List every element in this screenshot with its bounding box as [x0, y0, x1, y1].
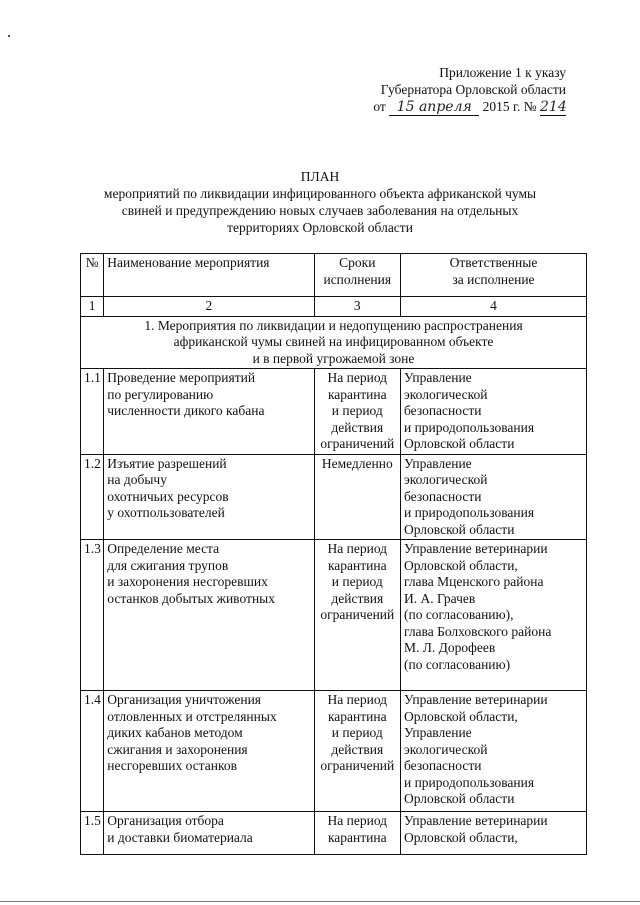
row-name-line: Организация отбора	[107, 813, 224, 828]
row-responsible-line: Управление ветеринарии	[403, 541, 548, 556]
row-responsible	[400, 540, 586, 691]
plan-table	[80, 253, 587, 855]
row-responsible-line: Орловской области	[403, 791, 515, 806]
row-term-line: На период	[327, 370, 388, 385]
row-term-line: На период	[327, 813, 388, 828]
table-row-1-4	[81, 691, 587, 812]
row-term	[314, 454, 400, 540]
row-name-line: диких кабанов методом	[107, 725, 243, 740]
header-resp-line-2: за исполнение	[452, 271, 535, 287]
row-name	[104, 691, 314, 812]
table-header-row	[81, 254, 587, 297]
row-number: 1.5	[81, 812, 104, 855]
section-1-line-2: африканской чумы свиней на инфицированном объекте	[173, 334, 494, 349]
row-term-line: действия	[331, 741, 384, 757]
row-term-line: карантина	[327, 829, 387, 845]
row-responsible-line: экологической	[403, 741, 488, 757]
header-terms	[314, 254, 400, 297]
row-name-line: Изъятие разрешений	[107, 455, 227, 471]
heading-line-1: мероприятий по ликвидации инфицированного объекта африканской чумы	[103, 186, 537, 201]
row-name-line: для сжигания трупов	[107, 557, 229, 573]
row-term-line: ограничений	[320, 758, 395, 773]
row-responsible-line: Орловской области	[403, 436, 515, 451]
row-name	[104, 540, 314, 691]
document-title: ПЛАН	[300, 169, 340, 184]
row-name-line: несгоревших останков	[107, 758, 237, 773]
table-row-1-1	[81, 369, 587, 455]
row-name-line: сжигания и захоронения	[107, 741, 248, 757]
row-term-line: На период	[327, 541, 388, 556]
row-term	[314, 812, 400, 855]
row-term-line: карантина	[327, 386, 387, 402]
row-term	[314, 691, 400, 812]
col-number-1: 1	[81, 297, 104, 317]
row-name-line: численности дикого кабана	[107, 403, 265, 418]
section-1-heading	[81, 316, 587, 369]
row-name-line: Определение места	[107, 541, 220, 556]
appendix-block	[373, 64, 566, 116]
row-responsible-line: и природопользования	[403, 774, 535, 790]
row-name-line: Проведение мероприятий	[107, 370, 256, 385]
row-responsible-line: безопасности	[403, 758, 482, 773]
row-term-line: На период	[327, 692, 388, 707]
section-1-row	[81, 316, 587, 369]
header-num: №	[81, 254, 104, 297]
row-number: 1.1	[81, 369, 104, 455]
section-1-line-3: и в первой угрожаемой зоне	[252, 350, 415, 366]
col-number-2: 2	[104, 297, 314, 317]
row-name-line: по регулированию	[107, 386, 214, 402]
row-name-line: у охотпользователей	[107, 505, 225, 520]
row-number: 1.4	[81, 691, 104, 812]
heading-line-3: территориях Орловской области	[227, 220, 413, 235]
document-heading	[60, 168, 580, 236]
header-name: Наименование мероприятия	[104, 254, 314, 297]
header-responsible	[400, 254, 586, 297]
section-1-line-1: 1. Мероприятия по ликвидации и недопущению распространения	[144, 317, 523, 333]
column-number-row	[81, 297, 587, 317]
from-label: от	[373, 99, 386, 114]
row-responsible-line: Управление	[403, 370, 472, 385]
row-responsible-line: Управление	[403, 455, 472, 471]
row-responsible	[400, 691, 586, 812]
col-number-3: 3	[314, 297, 400, 317]
table-row-1-5	[81, 812, 587, 855]
row-term	[314, 540, 400, 691]
row-responsible-line: М. Л. Дорофеев	[403, 640, 496, 655]
row-name	[104, 454, 314, 540]
col-number-4: 4	[400, 297, 586, 317]
row-number: 1.3	[81, 540, 104, 691]
row-responsible-line: (по согласованию),	[403, 607, 514, 622]
handwritten-number: 214	[540, 99, 567, 115]
row-term-line: карантина	[327, 708, 387, 724]
row-responsible	[400, 454, 586, 540]
year-text: 2015 г. №	[482, 99, 537, 114]
heading-line-2: свиней и предупреждению новых случаев заболевания на отдельных	[121, 203, 519, 218]
row-responsible-line: Управление	[403, 725, 472, 740]
header-terms-line-1: Сроки	[339, 255, 376, 270]
header-resp-line-1: Ответственные	[449, 255, 538, 270]
row-name-line: на добычу	[107, 472, 167, 487]
row-term-line: карантина	[327, 557, 387, 573]
row-term-line: и период	[331, 403, 383, 418]
row-responsible-line: Управление ветеринарии	[403, 813, 548, 828]
row-responsible-line: Орловской области,	[403, 829, 518, 845]
scan-speck	[8, 35, 10, 37]
row-name-line: и доставки биоматериала	[107, 829, 253, 845]
row-responsible-line: и природопользования	[403, 505, 535, 520]
row-name-line: отловленных и отстрелянных	[107, 708, 277, 724]
row-name-line: охотничьих ресурсов	[107, 488, 229, 504]
row-term-line: ограничений	[320, 436, 395, 451]
header-terms-line-2: исполнения	[323, 271, 392, 287]
row-responsible-line: Управление ветеринарии	[403, 692, 548, 707]
row-name-line: и захоронения несгоревших	[107, 574, 268, 589]
row-term-line: и период	[331, 725, 383, 740]
row-responsible	[400, 812, 586, 855]
appendix-line-2: Губернатора Орловской области	[380, 82, 566, 97]
row-term	[314, 369, 400, 455]
appendix-line-3	[373, 98, 566, 116]
row-responsible-line: Орловской области,	[403, 708, 518, 724]
row-responsible-line: и природопользования	[403, 419, 535, 435]
row-responsible-line: глава Мценского района	[403, 574, 544, 589]
row-name	[104, 369, 314, 455]
row-responsible-line: И. А. Грачев	[403, 590, 476, 606]
row-name-line: Организация уничтожения	[107, 692, 262, 707]
row-responsible-line: безопасности	[403, 488, 482, 504]
appendix-line-1: Приложение 1 к указу	[439, 65, 566, 80]
row-term-line: и период	[331, 574, 383, 589]
page-edge-line	[0, 901, 640, 902]
row-term-line: действия	[331, 419, 384, 435]
row-term-line: Немедленно	[321, 455, 393, 471]
handwritten-date: 15 апреля	[389, 100, 479, 116]
row-responsible-line: Орловской области	[403, 521, 515, 537]
row-responsible	[400, 369, 586, 455]
row-term-line: действия	[331, 590, 384, 606]
table-row-1-2	[81, 454, 587, 540]
row-responsible-line: глава Болховского района	[403, 623, 552, 639]
row-responsible-line: (по согласованию)	[403, 656, 511, 672]
row-number: 1.2	[81, 454, 104, 540]
table-row-1-3	[81, 540, 587, 691]
row-responsible-line: безопасности	[403, 403, 482, 418]
row-term-line: ограничений	[320, 607, 395, 622]
row-responsible-line: экологической	[403, 472, 488, 487]
row-name	[104, 812, 314, 855]
row-name-line: останков добытых животных	[107, 590, 275, 606]
row-responsible-line: Орловской области,	[403, 557, 518, 573]
row-responsible-line: экологической	[403, 386, 488, 402]
